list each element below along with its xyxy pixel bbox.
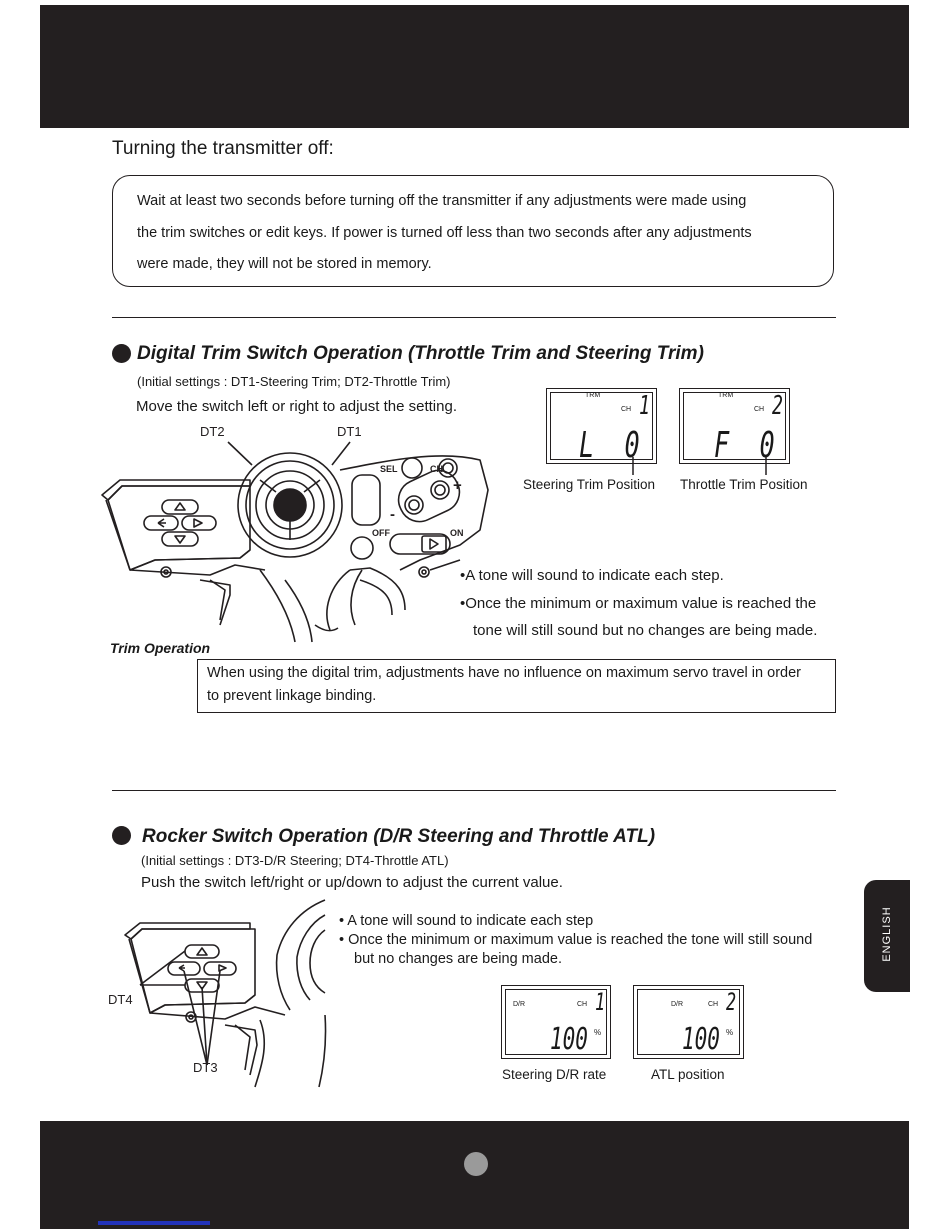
- trim-note: •A tone will sound to indicate each step.: [460, 567, 724, 584]
- off-switch-label: OFF: [372, 528, 390, 538]
- trim-info-box: [197, 659, 836, 713]
- dt2-callout: DT2: [200, 424, 225, 439]
- info-line: When using the digital trim, adjustments have no influence on maximum servo travel in order: [207, 665, 801, 681]
- lcd-atl-position: [633, 985, 744, 1059]
- lcd-ch-number: 2: [772, 391, 783, 421]
- sel-key-label: SEL: [380, 464, 398, 474]
- lcd-tag: TRM: [585, 392, 601, 399]
- lcd-throttle-trim: [679, 388, 790, 464]
- turning-off-heading: Turning the transmitter off:: [112, 138, 334, 159]
- lcd-main-value: F 0: [714, 425, 775, 466]
- trim-note: •Once the minimum or maximum value is reached the: [460, 595, 817, 612]
- plus-key-label: +: [453, 477, 462, 494]
- dt1-callout: DT1: [337, 424, 362, 439]
- minus-key-label: -: [390, 506, 395, 523]
- atl-position-label: ATL position: [651, 1067, 725, 1082]
- notice-line: the trim switches or edit keys. If power is turned off less than two seconds after any adjustments: [137, 225, 752, 241]
- trim-operation-caption: Trim Operation: [110, 640, 211, 656]
- lcd-ch-label: CH: [621, 406, 632, 413]
- section-divider: [112, 790, 836, 791]
- steering-dr-label: Steering D/R rate: [502, 1067, 607, 1082]
- on-switch-label: ON: [450, 528, 464, 538]
- lcd-ch-label: CH: [754, 406, 765, 413]
- lcd-ch-label: CH: [708, 1001, 719, 1008]
- digital-trim-initial-settings: (Initial settings : DT1-Steering Trim; DT2-Throttle Trim): [137, 374, 451, 389]
- rocker-note: • A tone will sound to indicate each step: [339, 913, 594, 929]
- lcd-ch-number: 1: [595, 988, 606, 1016]
- section-bullet-icon: [112, 826, 131, 845]
- digital-trim-title: Digital Trim Switch Operation (Throttle Trim and Steering Trim): [137, 343, 704, 364]
- lcd-ch-number: 1: [639, 391, 650, 421]
- rocker-title: Rocker Switch Operation (D/R Steering and Throttle ATL): [142, 826, 656, 847]
- notice-line: were made, they will not be stored in memory.: [137, 256, 432, 272]
- rocker-note: • Once the minimum or maximum value is reached the tone will still sound: [339, 932, 813, 948]
- header-band: [40, 5, 909, 128]
- edge-color-mark: [98, 1221, 210, 1225]
- lcd-steering-trim: [546, 388, 657, 464]
- lcd-tag: D/R: [513, 1001, 526, 1008]
- steering-trim-label: Steering Trim Position: [523, 477, 656, 492]
- lcd-main-value: 100: [550, 1022, 588, 1057]
- info-line: to prevent linkage binding.: [207, 688, 377, 704]
- digital-trim-instruction: Move the switch left or right to adjust the setting.: [136, 398, 457, 415]
- lcd-ch-label: CH: [577, 1001, 588, 1008]
- lcd-unit: %: [726, 1028, 734, 1037]
- rocker-initial-settings: (Initial settings : DT3-D/R Steering; DT4-Throttle ATL): [141, 853, 449, 868]
- lcd-ch-number: 2: [726, 988, 737, 1016]
- lcd-tag: TRM: [718, 392, 734, 399]
- section-bullet-icon: [112, 344, 131, 363]
- throttle-trim-label: Throttle Trim Position: [680, 477, 808, 492]
- page-number-dot: [464, 1152, 488, 1176]
- transmitter-trim-illustration: [100, 420, 495, 645]
- lcd-tag: D/R: [671, 1001, 684, 1008]
- dt4-callout: DT4: [108, 992, 133, 1007]
- transmitter-rocker-illustration: [105, 895, 330, 1090]
- ch-key-label: CH: [430, 464, 443, 474]
- notice-box: [112, 175, 834, 287]
- trim-note: tone will still sound but no changes are being made.: [473, 622, 818, 639]
- dt3-callout: DT3: [193, 1060, 218, 1075]
- section-divider: [112, 317, 836, 318]
- language-tab-label: ENGLISH: [881, 906, 893, 962]
- lcd-steering-dr: [501, 985, 611, 1059]
- lcd-main-value: 100: [682, 1022, 720, 1057]
- rocker-note: but no changes are being made.: [354, 951, 562, 967]
- language-tab[interactable]: [864, 880, 910, 992]
- rocker-instruction: Push the switch left/right or up/down to adjust the current value.: [141, 874, 563, 891]
- lcd-unit: %: [594, 1028, 602, 1037]
- notice-line: Wait at least two seconds before turning off the transmitter if any adjustments were made using: [137, 193, 747, 209]
- lcd-main-value: L 0: [579, 425, 640, 466]
